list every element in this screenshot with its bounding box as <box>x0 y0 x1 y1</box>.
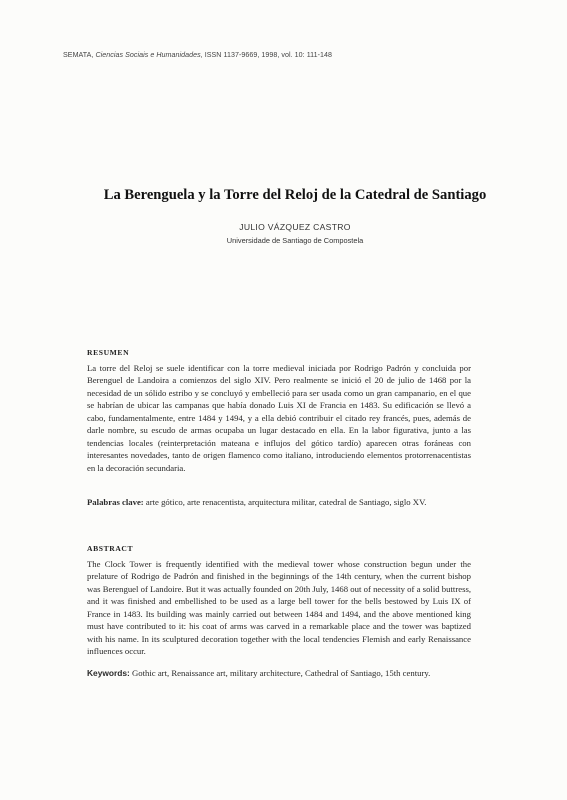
resumen-heading: RESUMEN <box>87 348 130 357</box>
journal-header <box>63 51 523 59</box>
keywords-es: arte gótico, arte renacentista, arquitectura militar, catedral de Santiago, siglo XV. <box>143 497 427 507</box>
journal-details: , ISSN 1137-9669, 1998, vol. 10: 111-148 <box>200 51 333 59</box>
journal-prefix: SEMATA, <box>63 51 96 59</box>
resumen-keywords <box>87 496 471 509</box>
abstract-text: The Clock Tower is frequently identified with the medieval tower whose construction begun under the prelature of Rodrigo de Padrón and finished in the beginnings of the 14th century, when the current bishop was Berenguel of Landoire. But it was actually founded on 20th July, 1468 out of necessity of a solid buttress, and it was finished and embellished to be used as a large bell tower for the bells bestowed by Luis IX of France in 1483. Its building was mainly carried out between 1484 and 1494, and the above mentioned king must have contributed to it: his coat of arms was carved in a remarkable place and the tower was baptized with his name. In its sculptured decoration together with the local tendencies Flemish and early Renaissance influences occur. <box>87 559 471 657</box>
article-title: La Berenguela y la Torre del Reloj de la Catedral de Santiago <box>103 187 487 203</box>
keywords-label-es: Palabras clave: <box>87 497 144 507</box>
journal-name: Ciencias Sociais e Humanidades <box>95 51 201 59</box>
author-affiliation: Universidade de Santiago de Compostela <box>226 236 364 245</box>
keywords-en: Gothic art, Renaissance art, military architecture, Cathedral of Santiago, 15th century. <box>129 668 431 678</box>
author-name: JULIO VÁZQUEZ CASTRO <box>239 222 351 232</box>
resumen-text: La torre del Reloj se suele identificar con la torre medieval iniciada por Rodrigo Padrón y concluida por Berenguel de Landoira a comienzos del siglo XIV. Pero realmente se inició el 20 de julio de 1468 por la necesidad de un sólido estribo y se concluyó y embelleció para ser usada como un gran campanario, en el que se habrían de ubicar las campanas que había donado Luis XI de Francia en 1483. Su edificación se llevó a cabo, fundamentalmente, entre 1484 y 1494, y a ella debió contribuir el citado rey francés, pues, además de darle nombre, su escudo de armas ocupaba un lugar destacado en ella. En la labor figurativa, junto a las tendencias locales (reinterpretación mateana e influjos del gótico tardío) aparecen otras foráneas con interesantes novedades, tanto de origen flamenco como italiano, introduciendo elementos protorrenacentistas en la decoración secundaria. <box>87 363 471 473</box>
abstract-heading: ABSTRACT <box>87 544 134 553</box>
abstract-keywords <box>87 667 471 680</box>
keywords-label-en: Keywords: <box>87 668 130 678</box>
